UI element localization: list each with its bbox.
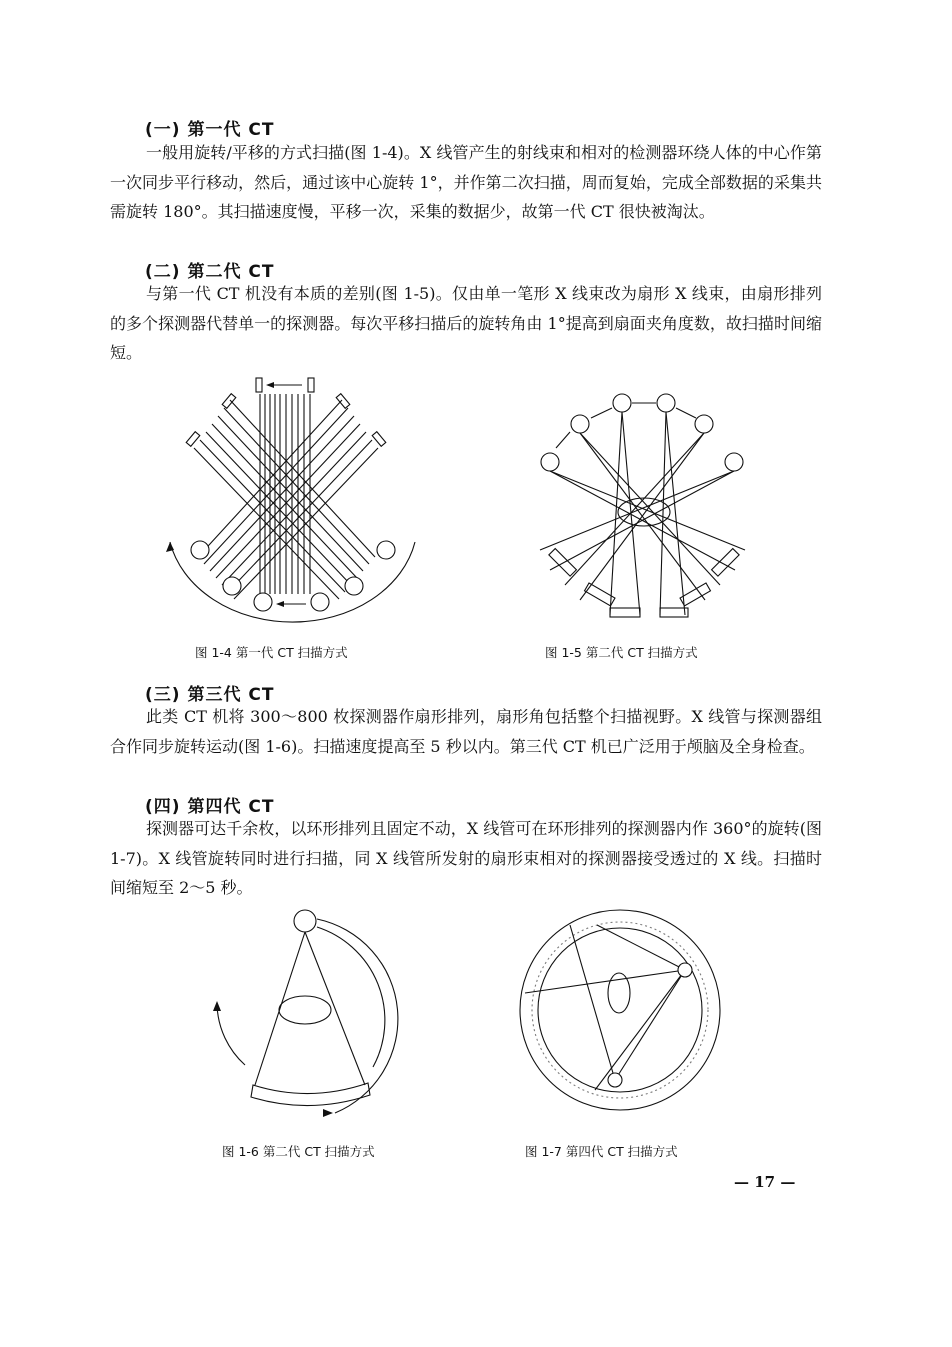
section-1-text: 一般用旋转/平移的方式扫描(图 1-4)。X 线管产生的射线束和相对的检测器环绕人体的中心作第一次同步平行移动，然后，通过该中心旋转 1°，并作第二次扫描，周而复始，完成全部数据的采集共需旋转 180°。其扫描速度慢，平移一次，采集的数据少，故第一代 CT 很快被淘汰。 [110,143,822,221]
section-1-heading: (一) 第一代 CT [145,120,275,140]
figure-1-5-diagram [520,390,765,630]
figure-1-6-caption: 图 1-6 第二代 CT 扫描方式 [222,1144,375,1159]
figure-1-5-caption: 图 1-5 第二代 CT 扫描方式 [545,645,698,660]
figure-1-7-caption: 图 1-7 第四代 CT 扫描方式 [525,1144,678,1159]
figure-1-7-diagram [515,905,725,1115]
section-3-text: 此类 CT 机将 300～800 枚探测器作扇形排列，扇形角包括整个扫描视野。X 线管与探测器组合作同步旋转运动(图 1-6)。扫描速度提高至 5 秒以内。第三代 CT 机已广泛用于颅脑及全身检查。 [110,707,822,756]
page-number: — 17 — [734,1173,796,1191]
section-4-text: 探测器可达千余枚，以环形排列且固定不动，X 线管可在环形排列的探测器内作 360°的旋转(图 1-7)。X 线管旋转同时进行扫描，同 X 线管所发射的扇形束相对的探测器接受透过的 X 线。扫描时间缩短至 2～5 秒。 [110,819,822,897]
figure-1-4-caption: 图 1-4 第一代 CT 扫描方式 [195,645,348,660]
section-2-text: 与第一代 CT 机没有本质的差别(图 1-5)。仅由单一笔形 X 线束改为扇形 X 线束，由扇形排列的多个探测器代替单一的探测器。每次平移扫描后的旋转角由 1°提高到扇面夹角度数，故扫描时间缩短。 [110,284,822,362]
figure-1-6-diagram [205,905,425,1130]
section-3-heading: (三) 第三代 CT [145,685,275,705]
section-2-heading: (二) 第二代 CT [145,262,275,282]
figure-1-4-diagram [160,372,450,627]
section-4-heading: (四) 第四代 CT [145,797,275,817]
